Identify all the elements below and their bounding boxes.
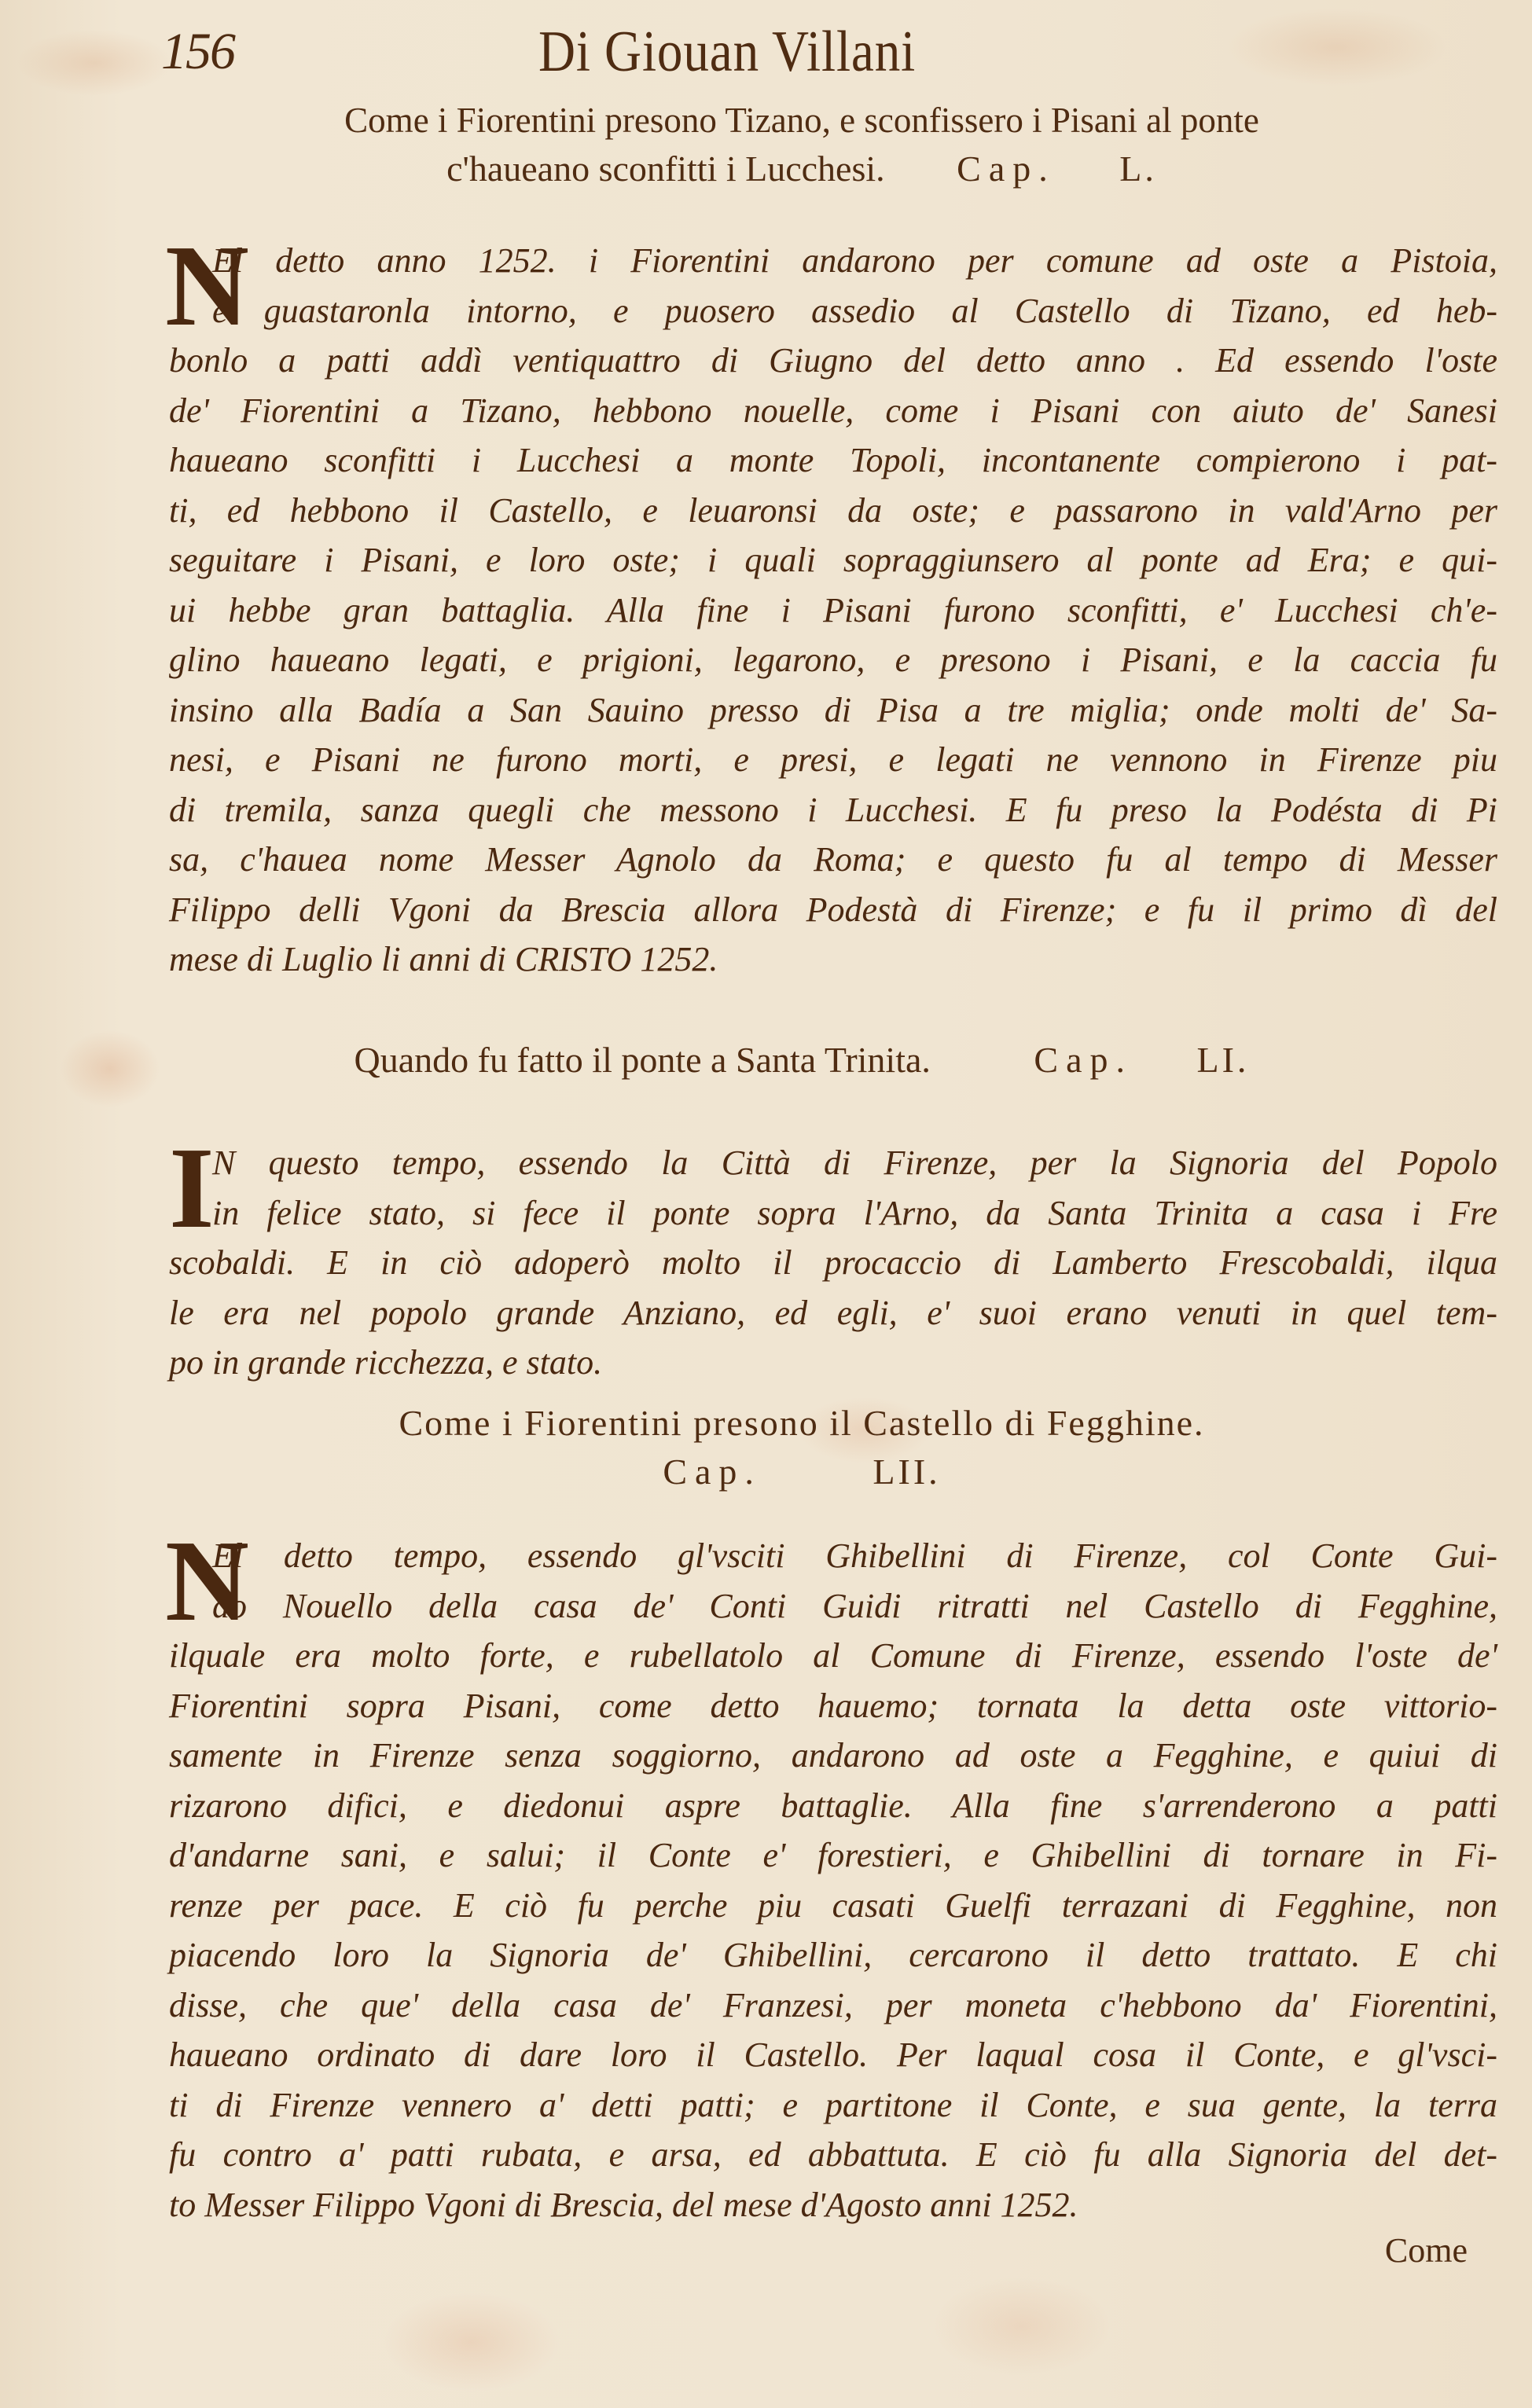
text-line: le era nel popolo grande Anziano, ed egli, e' suoi erano venuti in quel tem-	[169, 1293, 1497, 1332]
text-line: e guastaronla intorno, e puosero assedio al Castello di Tizano, ed heb-	[212, 291, 1497, 330]
text-line: po in grande ricchezza, e stato.	[169, 1343, 603, 1382]
text-line: El detto tempo, essendo gl'vsciti Ghibellini di Firenze, col Conte Gui-	[212, 1536, 1497, 1575]
chapter-heading-line: c'haueano sconfitti i Lucchesi. Cap. L.	[157, 145, 1446, 193]
text-line: bonlo a patti addì ventiquattro di Giugno del detto anno . Ed essendo l'oste	[169, 341, 1497, 380]
chapter-heading-li	[157, 1036, 1446, 1085]
text-line: ui hebbe gran battaglia. Alla fine i Pisani furono sconfitti, e' Lucchesi ch'e-	[169, 590, 1497, 630]
text-line: fu contro a' patti rubata, e arsa, ed abbattuta. E ciò fu alla Signoria del det-	[169, 2135, 1497, 2174]
text-line: N questo tempo, essendo la Città di Firenze, per la Signoria del Popolo	[212, 1143, 1497, 1182]
text-line: sa, c'hauea nome Messer Agnolo da Roma; e questo fu al tempo di Messer	[169, 840, 1497, 879]
text-line: ti, ed hebbono il Castello, e leuaronsi da oste; e passarono in vald'Arno per	[169, 490, 1497, 530]
text-line: to Messer Filippo Vgoni di Brescia, del mese d'Agosto anni 1252.	[169, 2185, 1078, 2224]
text-line: scobaldi. E in ciò adoperò molto il procaccio di Lamberto Frescobaldi, ilqua	[169, 1243, 1497, 1282]
text-line: di tremila, sanza quegli che messono i Lucchesi. E fu preso la Podésta di Pi	[169, 790, 1497, 829]
text-line: seguitare i Pisani, e loro oste; i quali sopraggiunsero al ponte ad Era; e qui-	[169, 541, 1497, 579]
chapter-text-l	[165, 222, 1497, 985]
chapter-heading-line: Come i Fiorentini presono Tizano, e sconfissero i Pisani al ponte	[344, 101, 1259, 140]
chapter-heading-lii	[157, 1399, 1446, 1496]
chapter-text-li	[169, 1124, 1497, 1388]
chapter-heading-line: Quando fu fatto il ponte a Santa Trinita. Cap. LI.	[157, 1036, 1446, 1085]
text-line: Filippo delli Vgoni da Brescia allora Podestà di Firenze; e fu il primo dì del	[169, 890, 1497, 929]
drop-cap: N	[165, 222, 249, 351]
text-line: glino haueano legati, e prigioni, legarono, e presono i Pisani, e la caccia fu	[169, 641, 1497, 679]
text-line: de' Fiorentini a Tizano, hebbono nouelle, come i Pisani con aiuto de' Sanesi	[169, 391, 1497, 430]
text-line: Fiorentini sopra Pisani, come detto hauemo; tornata la detta oste vittorio-	[169, 1686, 1497, 1725]
chapter-number: Cap. LI.	[1034, 1040, 1250, 1080]
text-line: disse, che que' della casa de' Franzesi, per moneta c'hebbono da' Fiorentini,	[169, 1985, 1497, 2024]
text-line: rizarono difici, e diedonui aspre battaglie. Alla fine s'arrenderono a patti	[169, 1786, 1497, 1825]
running-head	[161, 22, 1466, 93]
chapter-text-lii	[165, 1517, 1497, 2230]
chapter-heading-line: Come i Fiorentini presono il Castello di Fegghine.	[399, 1403, 1205, 1443]
text-line: nesi, e Pisani ne furono morti, e presi, e legati ne vennono in Firenze piu	[169, 740, 1497, 779]
text-line: haueano sconfitti i Lucchesi a monte Topoli, incontanente compierono i pat-	[169, 441, 1497, 479]
chapter-heading-l	[157, 96, 1446, 193]
text-line: ti di Firenze vennero a' detti patti; e partitone il Conte, e sua gente, la terra	[169, 2085, 1497, 2124]
chapter-number: Cap. LII.	[663, 1452, 941, 1492]
text-line: El detto anno 1252. i Fiorentini andarono per comune ad oste a Pistoia,	[212, 241, 1497, 280]
text-line: d'andarne sani, e salui; il Conte e' forestieri, e Ghibellini di tornare in Fi-	[169, 1836, 1497, 1874]
text-line: renze per pace. E ciò fu perche piu casati Guelfi terrazani di Fegghine, non	[169, 1885, 1497, 1925]
text-line: in felice stato, si fece il ponte sopra l'Arno, da Santa Trinita a casa i Fre	[212, 1193, 1497, 1232]
running-title: Di Giouan Villani	[538, 20, 917, 84]
text-line: insino alla Badía a San Sauino presso di Pisa a tre miglia; onde molti de' Sa-	[169, 690, 1497, 729]
drop-cap: N	[165, 1517, 249, 1646]
catchword: Come	[1384, 2231, 1468, 2270]
chapter-number: Cap. L.	[957, 149, 1157, 189]
text-line: piacendo loro la Signoria de' Ghibellini, cercarono il detto trattato. E chi	[169, 1936, 1497, 1974]
text-line: ilquale era molto forte, e rubellatolo al Comune di Firenze, essendo l'oste de'	[169, 1636, 1497, 1675]
page-number: 156	[161, 23, 234, 80]
drop-cap: I	[169, 1124, 215, 1253]
text-line: samente in Firenze senza soggiorno, andarono ad oste a Fegghine, e quiui di	[169, 1736, 1497, 1775]
text-line: mese di Luglio li anni di CRISTO 1252.	[169, 940, 718, 978]
text-line: do Nouello della casa de' Conti Guidi ritratti nel Castello di Fegghine,	[212, 1586, 1497, 1625]
text-line: haueano ordinato di dare loro il Castello. Per laqual cosa il Conte, e gl'vsci-	[169, 2035, 1497, 2074]
